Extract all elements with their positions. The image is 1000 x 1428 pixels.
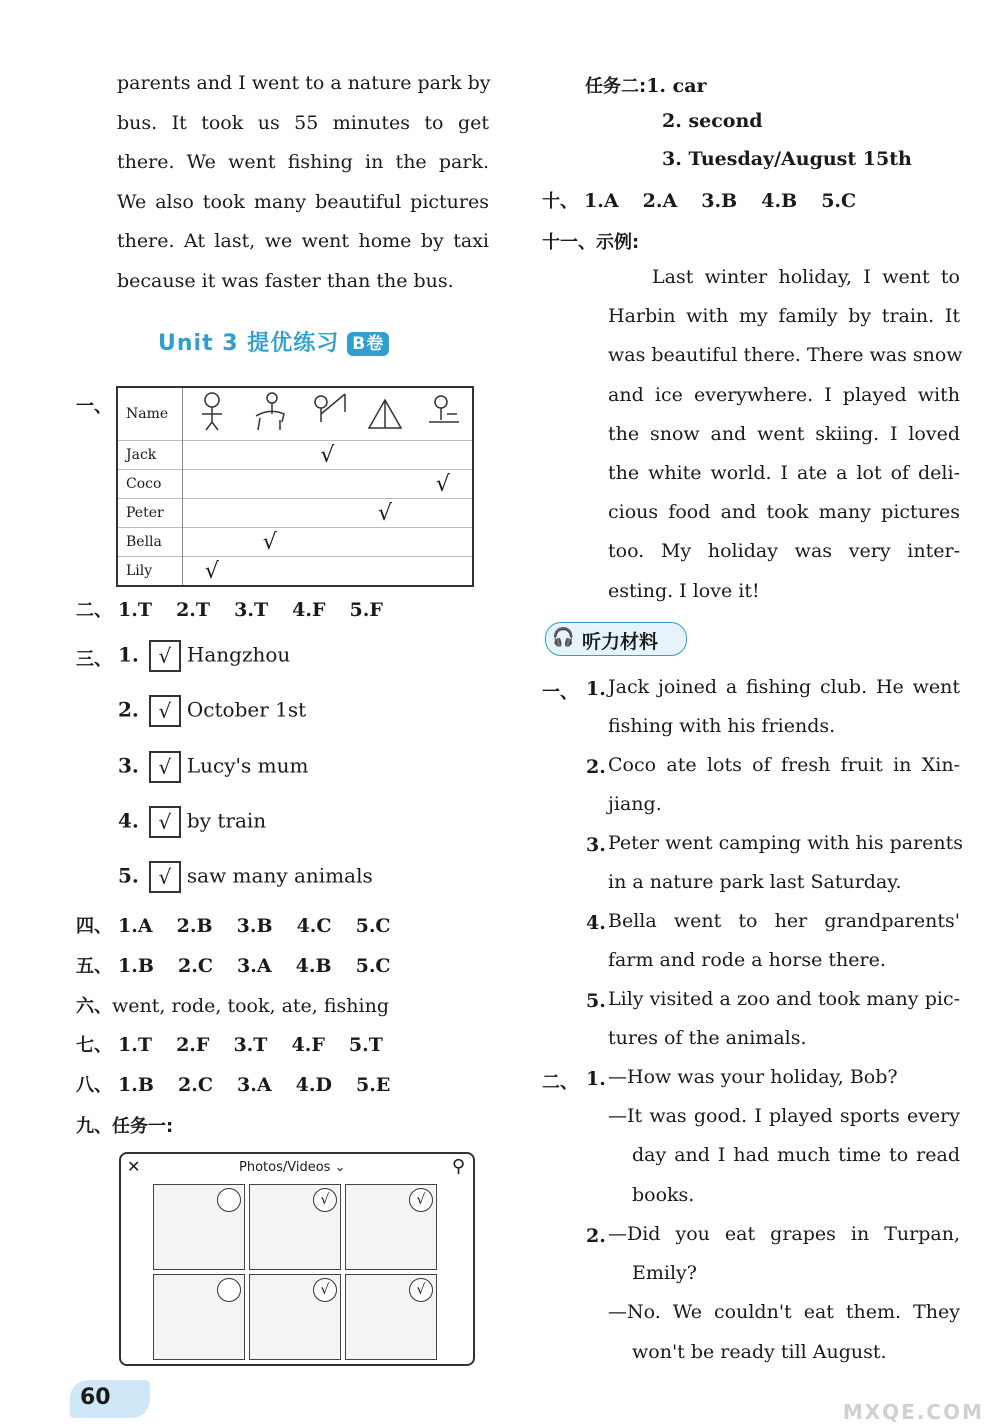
checkbox-checked: √ [149,751,181,783]
select-circle[interactable]: √ [313,1278,337,1302]
dialogue: —Did you eat grapes in Turpan, Emily? —No. We couldn't eat them. They won't be ready till August. [608,1223,960,1363]
table-cell [241,557,299,587]
photo-fishing[interactable] [153,1184,245,1270]
table-cell: √ [356,499,414,528]
passage-line: there. We went fishing in the park. [117,151,489,173]
table-cell [299,528,357,557]
table-name: Peter [117,499,183,528]
unit-title [158,326,389,357]
q10-answers: 十、 1.A 2.A 3.B 4.B 5.C [542,190,857,212]
task2: 任务二:1. car [585,75,707,97]
horse-riding-icon [250,390,290,432]
essay-line: was beautiful there. There was snow [608,344,963,367]
select-circle[interactable]: √ [409,1278,433,1302]
table-cell [356,528,414,557]
passage [117,64,489,301]
q5-answers: 五、 1.B 2.C 3.A 4.B 5.C [76,955,391,977]
camping-icon [365,390,405,432]
table-cell [414,528,473,557]
table-cell: √ [299,441,357,470]
photo-cycling[interactable] [249,1274,341,1360]
q3-item: 2. √ October 1st [118,695,306,727]
gallery-title[interactable]: Photos/Videos ⌄ [239,1160,346,1175]
table-cell [241,441,299,470]
table-cell: √ [414,470,473,499]
select-circle[interactable] [217,1188,241,1212]
person-reading-icon [192,390,232,432]
q3-item: 4. √ by train [118,806,266,838]
essay-line: too. My holiday was very inter- [608,540,960,563]
passage-line: there. At last, we went home by taxi [117,230,489,252]
answer: 1.T [118,599,153,621]
listening-item: Peter went camping with his parents in a nature park last Saturday. [608,832,964,894]
answer-table [116,386,474,587]
answer: 3.T [234,599,269,621]
listening-title: 听力材料 [582,631,659,653]
table-cell [299,557,357,587]
table-cell [356,441,414,470]
q3-item: 5. √ saw many animals [118,861,373,893]
essay-line: the white world. I ate a lot of deli- [608,461,960,484]
checkbox-checked: √ [149,640,181,672]
passage-line: bus. It took us 55 minutes to get [117,111,489,134]
checkbox-checked: √ [149,806,181,838]
table-name: Jack [117,441,183,470]
table-cell [241,470,299,499]
table-header-name: Name [117,387,183,441]
passage-line: We also took many beautiful pictures [117,190,489,213]
dialogue: —How was your holiday, Bob? —It was good. I played sports every day and I had much time to read books. [608,1066,960,1206]
table-name: Lily [117,557,183,587]
listening-item: Jack joined a fishing club. He went fishing with his friends. [608,676,960,738]
q3-item: 3. √ Lucy's mum [118,751,308,783]
person-eating-icon [423,390,463,432]
search-icon[interactable]: ⚲ [451,1156,465,1177]
q1-label: 一、 [76,396,112,417]
table-cell [183,441,241,470]
essay-line: the snow and went skiing. I loved [608,422,960,445]
q11-label: 十一、示例: [542,232,640,253]
listening2-label: 二、 [542,1072,578,1093]
table-cell [299,499,357,528]
q6-answers: 六、went, rode, took, ate, fishing [76,995,389,1017]
photo-family-meal[interactable] [345,1184,437,1270]
listening1-label: 一、 [542,682,578,703]
essay-line: and ice everywhere. I played with [608,383,960,406]
table-cell: √ [183,557,241,587]
passage-line: because it was faster than the bus. [117,269,454,292]
q3-item: 1. √ Hangzhou [118,640,290,672]
q2-label: 二、 [76,600,112,621]
photo-sign[interactable] [153,1274,245,1360]
passage-line: parents and I went to a nature park by [117,72,491,94]
watermark: MXQE.COM [842,1400,984,1424]
q7-answers: 七、 1.T 2.F 3.T 4.F 5.T [76,1034,383,1056]
table-name: Bella [117,528,183,557]
close-icon[interactable]: ✕ [127,1157,141,1176]
table-cell [183,470,241,499]
table-cell [183,499,241,528]
table-cell [241,499,299,528]
fishing-icon [307,390,347,432]
table-name: Coco [117,470,183,499]
essay-line: cious food and took many pictures [608,501,960,524]
essay-line: esting. I love it! [608,579,760,602]
essay-line: Last winter holiday, I went to [652,266,960,288]
select-circle[interactable]: √ [409,1188,433,1212]
listening-item: Bella went to her grandparents' farm and rode a horse there. [608,910,960,972]
headphones-icon: 🎧 [552,627,575,648]
answer: 5.F [349,599,383,621]
answer: 4.F [292,599,326,621]
table-cell [414,441,473,470]
checkbox-checked: √ [149,861,181,893]
q4-answers: 四、 1.A 2.B 3.B 4.C 5.C [76,915,391,937]
q8-answers: 八、 1.B 2.C 3.A 4.D 5.E [76,1074,391,1096]
photo-pandas[interactable] [345,1274,437,1360]
gallery-toolbar [121,1154,473,1180]
table-cell: √ [241,528,299,557]
q9-label: 九、任务一: [76,1116,174,1137]
unit-badge: B卷 [347,332,389,356]
table-cell [356,557,414,587]
checkbox-checked: √ [149,695,181,727]
unit-title-text: Unit 3 提优练习 [158,331,340,356]
essay-line: Harbin with my family by train. It [608,305,960,328]
task2-item: 2. second [662,110,763,132]
table-cell [183,528,241,557]
table-cell [356,470,414,499]
listening-item: Coco ate lots of fresh fruit in Xin- jiang. [608,754,960,816]
photo-gallery [119,1152,475,1366]
photo-dinosaurs[interactable] [249,1184,341,1270]
listening-item: Lily visited a zoo and took many pic- tures of the animals. [608,988,960,1050]
task2-item: 3. Tuesday/August 15th [662,148,912,170]
listening-header [545,622,687,656]
q2-answers [76,596,383,622]
page-number: 60 [80,1385,111,1410]
essay [608,258,963,611]
answer: 2.T [176,599,211,621]
table-cell [299,470,357,499]
q3-label: 三、 [76,649,112,670]
table-cell [414,499,473,528]
table-cell [414,557,473,587]
select-circle[interactable]: √ [313,1188,337,1212]
chevron-down-icon: ⌄ [334,1160,346,1175]
select-circle[interactable] [217,1278,241,1302]
